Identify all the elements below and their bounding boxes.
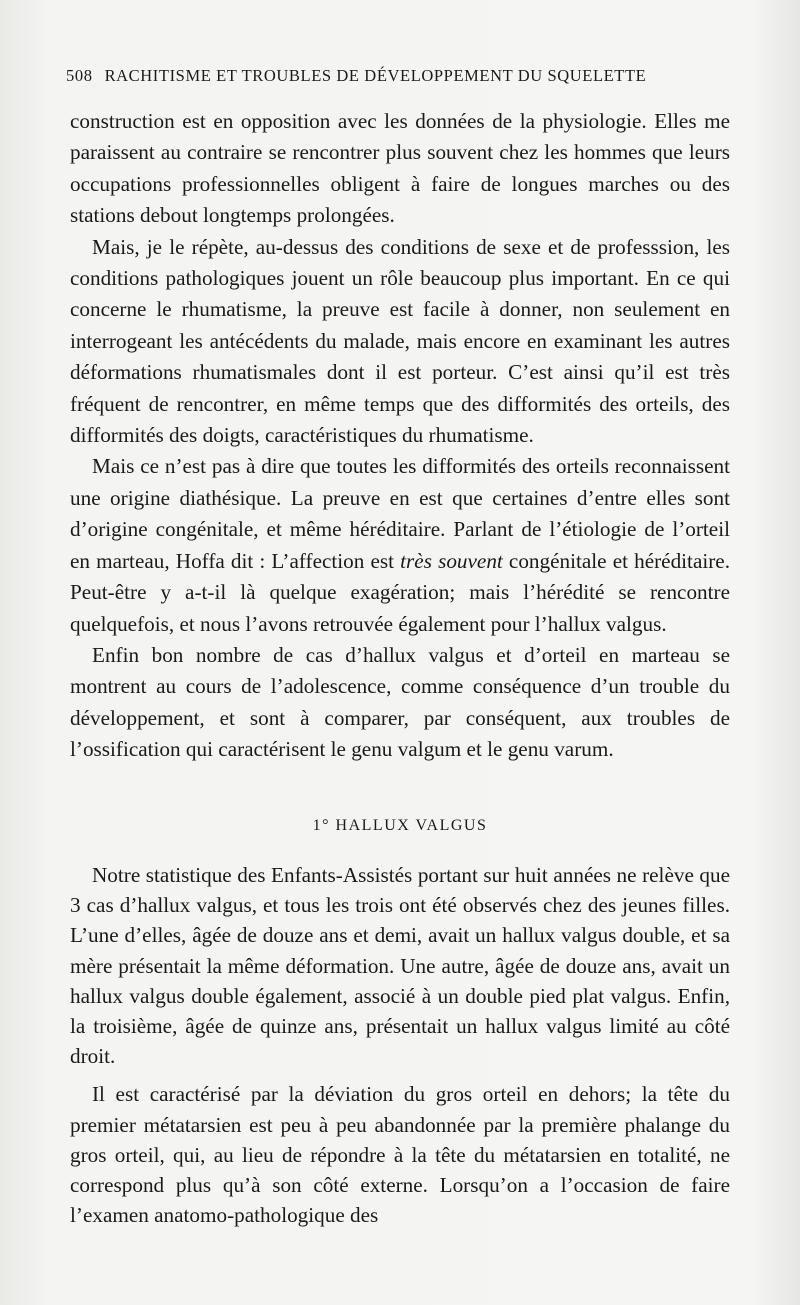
paragraph-3-text-b: congénitale et héréditaire. Peut-être y a-t-il là quelque exagération; mais l’hérédité se rencontre quelquefois, et nous l’avons retrouvée également pour l’hallux valgus. (70, 548, 730, 636)
running-title: RACHITISME ET TROUBLES DE DÉVELOPPEMENT DU SQUELETTE (104, 66, 647, 85)
main-text (70, 106, 730, 766)
paragraph-3-italic: très souvent (400, 548, 503, 573)
section-paragraph-2: Il est caractérisé par la déviation du gros orteil en dehors; la tête du premier métatarsien est peu à peu abandonnée par la première phalange du gros orteil, qui, au lieu de répondre à la tête du métatarsien en totalité, ne correspond plus qu’à son côté externe. Lorsqu’on a l’occasion de faire l’examen anatomo-pathologique des (70, 1082, 730, 1228)
paragraph-1: construction est en opposition avec les données de la physiologie. Elles me paraissent au contraire se rencontrer plus souvent chez les hommes que leurs occupations professionnelles obligent à faire de longues marches ou des stations debout longtemps prolongées. (70, 109, 730, 228)
paragraph-3 (70, 451, 730, 639)
paragraph-2: Mais, je le répète, au-dessus des conditions de sexe et de professsion, les conditions pathologiques jouent un rôle beaucoup plus important. En ce qui concerne le rhumatisme, la preuve est facile à donner, non seulement en interrogeant les antécédents du malade, mais encore en examinant les autres déformations rhumatismales dont il est porteur. C’est ainsi qu’il est très fréquent de rencontrer, en même temps que des difformités des orteils, des difformités des doigts, caractéristiques du rhumatisme. (70, 234, 730, 448)
paragraph-3-text-a: Mais ce n’est pas à dire que toutes les difformités des orteils reconnaissent une origine diathésique. La preuve en est que certaines d’entre elles sont d’origine congénitale, et même héréditaire. Parlant de l’étiologie de l’orteil en marteau, Hoffa dit : L’affection est (70, 454, 730, 573)
section-text (70, 860, 730, 1238)
running-header (66, 66, 730, 86)
section-title: 1° HALLUX VALGUS (312, 817, 488, 834)
page-number: 508 (66, 66, 93, 85)
section-paragraph-1: Notre statistique des Enfants-Assistés portant sur huit années ne relève que 3 cas d’hallux valgus, et tous les trois ont été observés chez des jeunes filles. L’une d’elles, âgée de douze ans et demi, avait un hallux valgus double, et sa mère présentait la même déformation. Une autre, âgée de douze ans, avait un hallux valgus double également, associé à un double pied plat valgus. Enfin, la troisième, âgée de quinze ans, présentait un hallux valgus limité au côté droit. (70, 863, 730, 1069)
paragraph-4: Enfin bon nombre de cas d’hallux valgus et d’orteil en marteau se montrent au cours de l’adolescence, comme conséquence d’un trouble du développement, et sont à comparer, par conséquent, aux troubles de l’ossification qui caractérisent le genu valgum et le genu varum. (70, 642, 730, 762)
